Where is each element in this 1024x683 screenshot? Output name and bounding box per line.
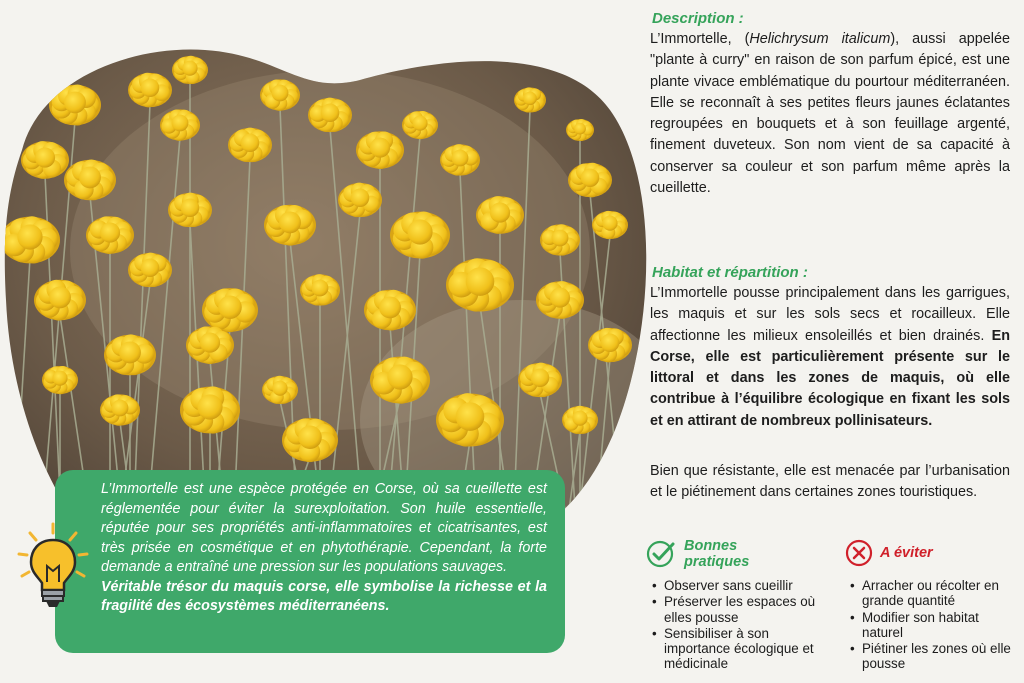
flower-cluster (562, 406, 598, 434)
avoid-title: A éviter (880, 545, 933, 561)
list-item: • Arracher ou récolter en grande quantité (848, 578, 1013, 609)
good-practices-title: Bonnes pratiques (684, 538, 750, 570)
list-item: • Observer sans cueillir (650, 578, 835, 593)
flower-cluster (402, 111, 438, 139)
flower-cluster (588, 328, 632, 363)
flower-cluster (536, 281, 584, 319)
flower-cluster (592, 211, 628, 239)
good-practices-list (650, 578, 835, 673)
flower-cluster (436, 393, 504, 446)
flower-cluster (446, 258, 514, 311)
flower-cluster (49, 85, 101, 126)
flower-cluster (228, 128, 272, 163)
flower-cluster (440, 144, 480, 175)
flower-cluster (390, 212, 450, 259)
flower-cluster (104, 334, 156, 375)
flower-cluster (566, 119, 594, 141)
flower-cluster (86, 216, 134, 254)
flower-cluster (260, 79, 300, 110)
flower-cluster (282, 418, 338, 462)
habitat-threat-text: Bien que résistante, elle est menacée par l’urbanisation et le piétinement dans certaines zones touristiques. (650, 463, 1010, 501)
flower-cluster (34, 280, 86, 321)
flower-cluster (364, 290, 416, 331)
flower-cluster (264, 205, 316, 246)
lightbulb-icon (14, 520, 92, 612)
flower-cluster (300, 274, 340, 305)
flower-cluster (514, 87, 546, 112)
list-item: • Piétiner les zones où elle pousse (848, 641, 1013, 672)
list-item: • Modifier son habitat naturel (848, 610, 1013, 641)
flower-cluster (308, 98, 352, 133)
callout-highlight: Véritable trésor du maquis corse, elle symbolise la richesse et la fragilité des écosystèmes méditerranéens. (101, 578, 547, 614)
flower-cluster (128, 253, 172, 288)
list-item: • Sensibiliser à son importance écologique et médicinale (650, 626, 835, 672)
flower-cluster (64, 159, 116, 200)
flower-cluster (476, 196, 524, 234)
flower-cluster (370, 357, 430, 404)
list-item: • Préserver les espaces où elles pousse (650, 594, 835, 625)
flower-cluster (168, 193, 212, 228)
flower-cluster (42, 366, 78, 394)
flower-cluster (186, 326, 234, 364)
cross-circle-icon (845, 539, 873, 567)
flower-cluster (202, 288, 258, 332)
flower-cluster (21, 141, 69, 179)
info-callout (55, 470, 565, 653)
flower-cluster (568, 163, 612, 198)
check-circle-icon (646, 539, 676, 569)
habitat-title: Habitat et répartition : (652, 264, 808, 281)
flower-cluster (0, 216, 60, 263)
description-title: Description : (652, 10, 744, 27)
flower-cluster (160, 109, 200, 140)
callout-text: L’Immortelle est une espèce protégée en Corse, où sa cueillette est réglementée pour éviter la surexploitation. Son huile essentielle, réputée pour ses propriétés anti-inflammatoires et cicatrisantes, est très prisée en cosmétique et en phytothérapie. Cependant, la forte demande a entraîné une pression sur les populations sauvages. (101, 481, 547, 575)
flower-cluster (172, 56, 208, 84)
description-text: L’Immortelle, (Helichrysum italicum), aussi appelée "plante à curry" en raison de son parfum épicé, est une plante vivace emblématique du pourtour méditerranéen. Elle se reconnaît à ses petites fleurs jaunes éclatantes regroupées en bouquets et à son feuillage argenté, finement duveteux. Son nom vient de sa capacité à conserver sa couleur et son parfum même après la cueillette. (650, 31, 1010, 197)
flower-cluster (180, 386, 240, 433)
flower-cluster (540, 224, 580, 255)
avoid-list (848, 578, 1013, 673)
flower-cluster (262, 376, 298, 404)
flower-cluster (100, 394, 140, 425)
flower-cluster (338, 183, 382, 218)
flower-cluster (356, 131, 404, 169)
flower-cluster (128, 73, 172, 108)
habitat-text: L’Immortelle pousse principalement dans les garrigues, les maquis et sur les sols secs et rocailleux. Elle affectionne les milieux ensoleillés et bien drainés. En Corse, elle est particulièrement présente sur le littoral et dans les zones de maquis, où elle contribue à l’équilibre écologique en fixant les sols et en attirant de nombreux pollinisateurs. (650, 285, 1010, 429)
flower-cluster (518, 363, 562, 398)
